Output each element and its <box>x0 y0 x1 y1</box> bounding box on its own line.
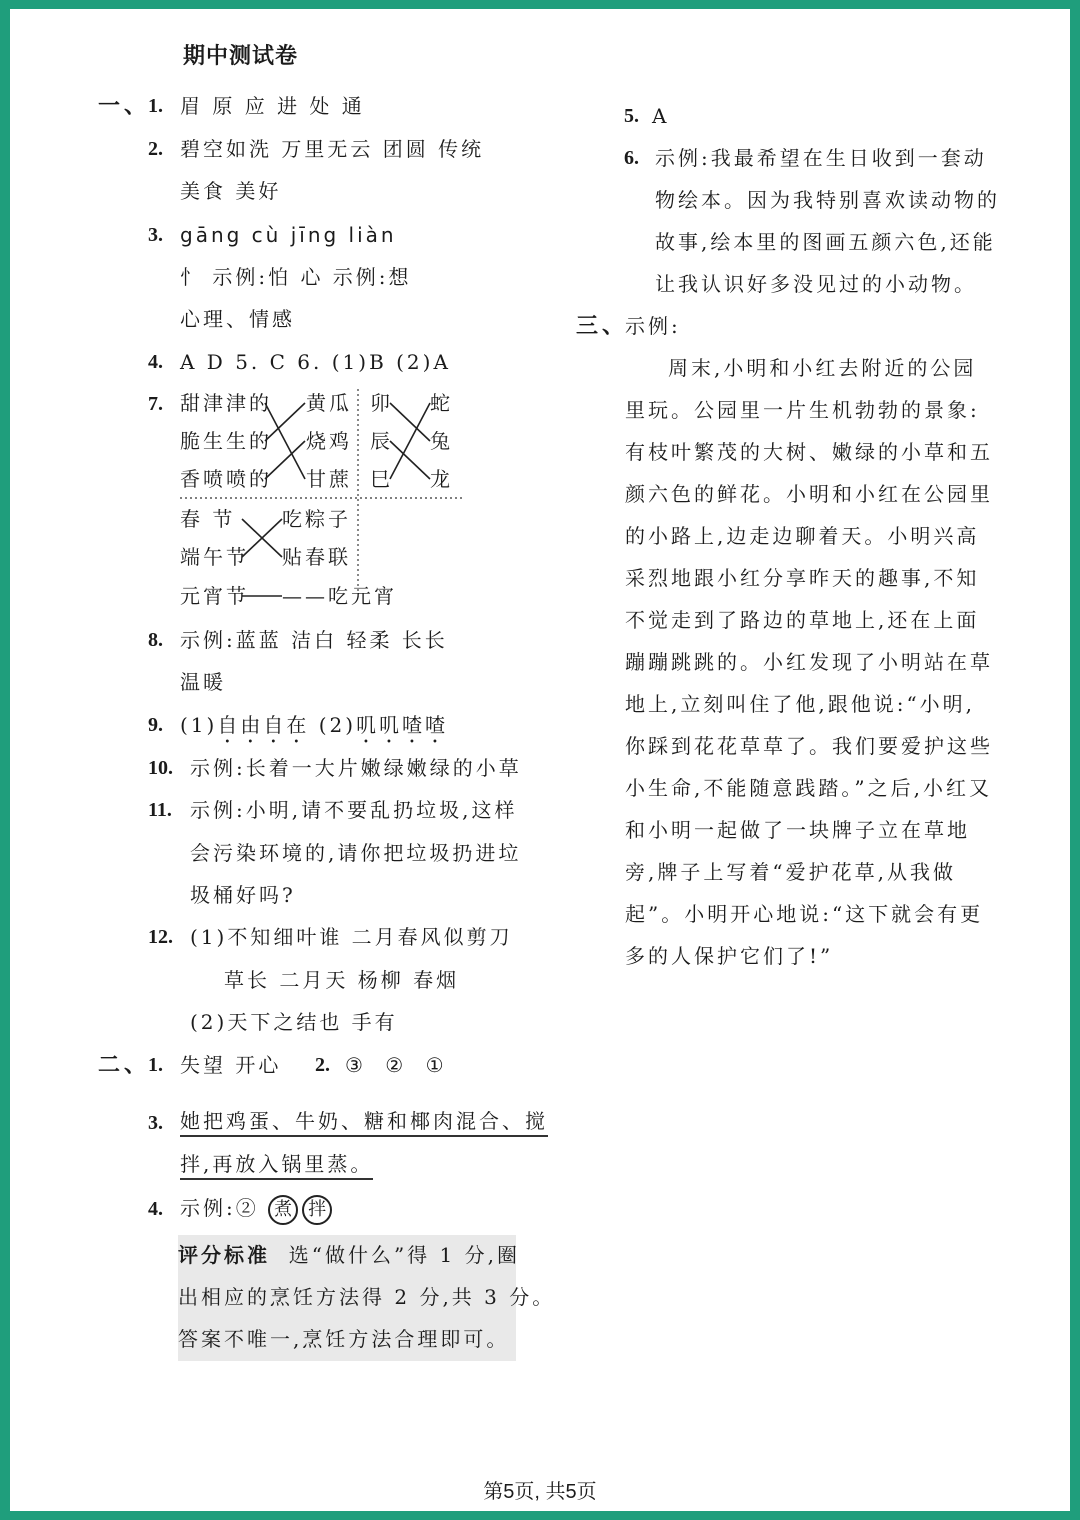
q-number: 4. <box>148 1198 163 1220</box>
q-number: 3. <box>148 1112 163 1134</box>
match-right-item: ——吃元宵 <box>282 584 397 608</box>
answer-text: (2)天下之结也 手有 <box>190 1010 398 1034</box>
answer-text: 碧空如洗 万里无云 团圆 传统 <box>180 137 485 161</box>
answer-text: (1)不知细叶谁 二月春风似剪刀 <box>190 925 513 949</box>
page-title: 期中测试卷 <box>183 44 299 69</box>
scoring-text <box>178 1242 520 1268</box>
underlined-text: 拌,再放入锅里蒸。 <box>180 1152 373 1180</box>
q-number: 6. <box>624 147 639 169</box>
section-1-marker: 一、 <box>98 93 151 119</box>
emphasis-text: 叽叽喳喳 <box>356 713 449 737</box>
answer-text: 圾桶好吗? <box>190 883 296 907</box>
essay-line: 颜六色的鲜花。小明和小红在公园里 <box>625 482 993 506</box>
q-number: 3. <box>148 224 163 246</box>
answer-text: 示例:小明,请不要乱扔垃圾,这样 <box>190 798 518 822</box>
match-left-item: 辰 <box>370 429 393 453</box>
match-left-item: 香喷喷的 <box>180 467 272 491</box>
answer-text <box>180 1195 336 1225</box>
circled-char: 拌 <box>302 1195 332 1225</box>
answer-text: 示例: <box>625 314 681 338</box>
match-left-item: 春 节 <box>180 507 236 531</box>
underlined-answer <box>180 1108 548 1134</box>
circled-char: 煮 <box>268 1195 298 1225</box>
answer-text: 故事,绘本里的图画五颜六色,还能 <box>655 230 996 254</box>
essay-line: 里玩。公园里一片生机勃勃的景象: <box>625 398 980 422</box>
essay-line: 起”。小明开心地说:“这下就会有更 <box>625 902 984 926</box>
answer-text <box>180 712 448 748</box>
match-right-item: 龙 <box>430 467 453 491</box>
answer-text: A D 5. C 6. (1)B (2)A <box>180 350 451 374</box>
essay-line: 的小路上,边走边聊着天。小明兴高 <box>625 524 980 548</box>
answer-text: 示例:我最希望在生日收到一套动 <box>655 146 987 170</box>
answer-text: 草长 二月天 杨柳 春烟 <box>224 968 460 992</box>
answer-text: ③ ② ① <box>345 1053 452 1077</box>
match-right-item: 烧鸡 <box>306 429 352 453</box>
match-left-item: 巳 <box>370 467 393 491</box>
match-right-item: 甘蔗 <box>306 467 352 491</box>
essay-line: 周末,小明和小红去附近的公园 <box>668 356 977 380</box>
q-number: 5. <box>624 105 639 127</box>
answer-text: 让我认识好多没见过的小动物。 <box>655 272 977 296</box>
q-number: 2. <box>148 138 163 160</box>
match-right-item: 兔 <box>430 429 453 453</box>
answer-text: 温暖 <box>180 670 226 694</box>
q-number: 12. <box>148 926 173 948</box>
match-left-item: 甜津津的 <box>180 391 272 415</box>
answer-part: (1) <box>180 713 218 737</box>
match-right-item: 贴春联 <box>282 545 351 569</box>
page-footer: 第5页, 共5页 <box>483 1481 597 1503</box>
essay-line: 多的人保护它们了!” <box>625 944 834 968</box>
underlined-answer <box>180 1151 373 1177</box>
essay-line: 和小明一起做了一块牌子立在草地 <box>625 818 970 842</box>
answer-page <box>10 9 1070 1511</box>
scoring-line: 出相应的烹饪方法得 2 分,共 3 分。 <box>178 1285 556 1309</box>
answer-part: (2) <box>309 713 357 737</box>
q-number: 8. <box>148 629 163 651</box>
scoring-line: 答案不唯一,烹饪方法合理即可。 <box>178 1327 510 1351</box>
match-right-item: 蛇 <box>430 391 453 415</box>
answer-text: 示例:长着一大片嫩绿嫩绿的小草 <box>190 756 522 780</box>
q-number: 9. <box>148 714 163 736</box>
answer-text: 物绘本。因为我特别喜欢读动物的 <box>655 188 1000 212</box>
match-left-item: 脆生生的 <box>180 429 272 453</box>
q-number: 2. <box>315 1054 330 1076</box>
section-2-marker: 二、 <box>98 1052 151 1078</box>
match-right-item: 黄瓜 <box>306 391 352 415</box>
match-left-item: 元宵节 <box>180 584 249 608</box>
essay-line: 有枝叶繁茂的大树、嫩绿的小草和五 <box>625 440 993 464</box>
answer-text: 会污染环境的,请你把垃圾扔进垃 <box>190 841 522 865</box>
q-number: 1. <box>148 95 163 117</box>
underlined-text: 她把鸡蛋、牛奶、糖和椰肉混合、搅 <box>180 1109 548 1137</box>
q-number: 4. <box>148 351 163 373</box>
q-number: 7. <box>148 393 163 415</box>
match-left-item: 端午节 <box>180 545 249 569</box>
answer-text: 心理、情感 <box>180 307 295 331</box>
scoring-label: 评分标准 <box>178 1243 270 1267</box>
essay-line: 你踩到花花草草了。我们要爱护这些 <box>625 734 993 758</box>
section-3-marker: 三、 <box>576 313 629 339</box>
answer-text: 失望 开心 <box>180 1053 282 1077</box>
emphasis-text: 自由自在 <box>217 713 310 737</box>
match-right-item: 吃粽子 <box>282 507 351 531</box>
answer-text: 眉 原 应 进 处 通 <box>180 94 365 118</box>
answer-text: 示例:蓝蓝 洁白 轻柔 长长 <box>180 628 448 652</box>
match-left-item: 卯 <box>370 391 393 415</box>
answer-text: 忄 示例:怕 心 示例:想 <box>180 265 412 289</box>
q-number: 10. <box>148 757 173 779</box>
essay-line: 地上,立刻叫住了他,跟他说:“小明, <box>625 692 976 716</box>
essay-line: 小生命,不能随意践踏。”之后,小红又 <box>625 776 992 800</box>
q-number: 1. <box>148 1054 163 1076</box>
pinyin-text: gāng cù jīng liàn <box>180 223 397 247</box>
essay-line: 不觉走到了路边的草地上,还在上面 <box>625 608 980 632</box>
essay-line: 采烈地跟小红分享昨天的趣事,不知 <box>625 566 980 590</box>
answer-text: 美食 美好 <box>180 179 282 203</box>
scoring-line: 选“做什么”得 1 分,圈 <box>288 1243 520 1267</box>
answer-part: 示例:② <box>180 1196 269 1220</box>
essay-line: 旁,牌子上写着“爱护花草,从我做 <box>625 860 956 884</box>
essay-line: 蹦蹦跳跳的。小红发现了小明站在草 <box>625 650 993 674</box>
answer-text: A <box>652 104 670 128</box>
q-number: 11. <box>148 799 172 821</box>
